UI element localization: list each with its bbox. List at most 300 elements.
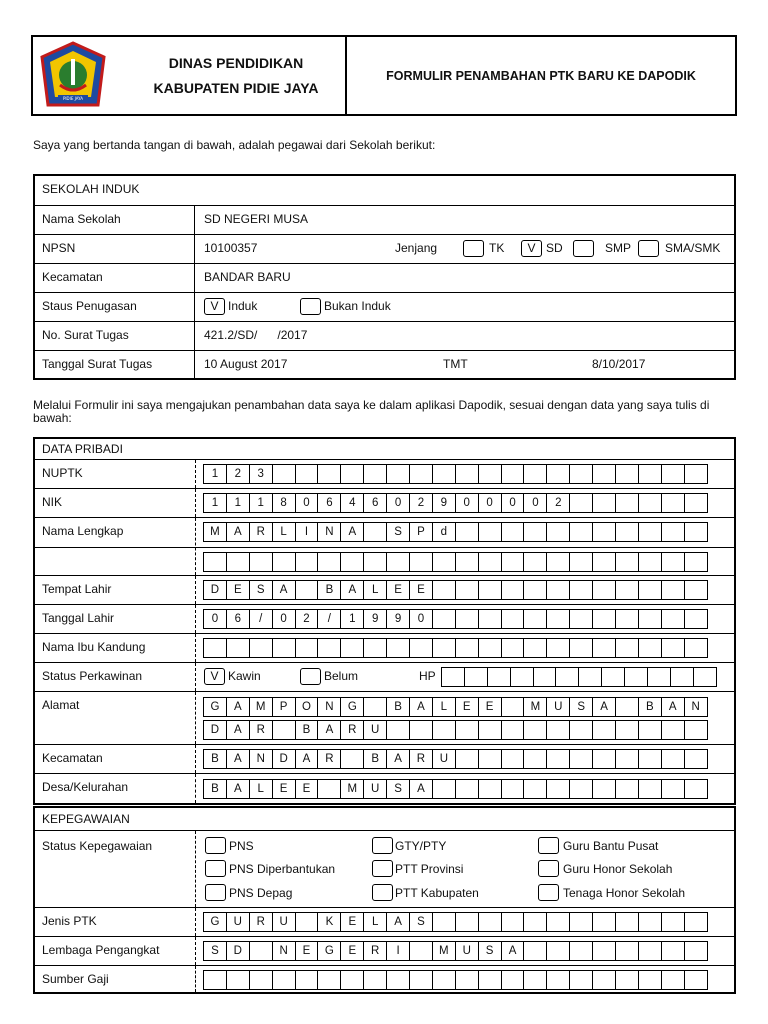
letter-cell[interactable]: A [386, 912, 410, 932]
letter-cell[interactable] [684, 638, 708, 658]
tmt-field[interactable]: 8/10/2017 [592, 357, 646, 371]
letter-cell[interactable] [317, 464, 341, 484]
letter-cell[interactable]: 1 [249, 493, 273, 513]
ptt-prov-checkbox[interactable] [372, 860, 393, 877]
letter-cell[interactable] [501, 697, 525, 717]
letter-cell[interactable]: R [249, 912, 273, 932]
letter-cell[interactable]: 6 [363, 493, 387, 513]
letter-cell[interactable] [555, 667, 579, 687]
induk-checkbox[interactable]: V [204, 298, 225, 315]
letter-cell[interactable] [478, 609, 502, 629]
pns-checkbox[interactable] [205, 837, 226, 854]
letter-cell[interactable] [478, 720, 502, 740]
letter-cell[interactable]: 1 [226, 493, 250, 513]
letter-cell[interactable] [501, 552, 525, 572]
letter-cell[interactable]: S [409, 912, 433, 932]
letter-cell[interactable] [363, 638, 387, 658]
letter-cell[interactable]: A [386, 749, 410, 769]
letter-cell[interactable]: 2 [226, 464, 250, 484]
letter-cell[interactable]: N [317, 522, 341, 542]
letter-cell[interactable] [523, 912, 547, 932]
letter-cell[interactable] [340, 464, 364, 484]
letter-cell[interactable] [615, 522, 639, 542]
letter-cell[interactable] [638, 609, 662, 629]
letter-cell[interactable] [501, 638, 525, 658]
letter-cell[interactable]: B [363, 749, 387, 769]
pns-depag-checkbox[interactable] [205, 884, 226, 901]
letter-cell[interactable] [546, 580, 570, 600]
letter-cell[interactable]: A [317, 720, 341, 740]
letter-cell[interactable] [386, 552, 410, 572]
letter-cell[interactable]: 0 [386, 493, 410, 513]
letter-cell[interactable]: / [249, 609, 273, 629]
letter-cell[interactable]: L [432, 697, 456, 717]
letter-cell[interactable] [317, 779, 341, 799]
letter-cell[interactable]: E [478, 697, 502, 717]
letter-cell[interactable]: A [340, 522, 364, 542]
letter-cell[interactable] [203, 552, 227, 572]
tenaga-honor-checkbox[interactable] [538, 884, 559, 901]
letter-cell[interactable]: B [203, 749, 227, 769]
letter-cell[interactable] [295, 464, 319, 484]
letter-cell[interactable]: I [386, 941, 410, 961]
letter-cell[interactable] [317, 638, 341, 658]
letter-cell[interactable]: R [249, 522, 273, 542]
letter-cell[interactable] [546, 779, 570, 799]
letter-cell[interactable] [432, 779, 456, 799]
letter-cell[interactable] [272, 638, 296, 658]
letter-cell[interactable] [478, 970, 502, 990]
letter-cell[interactable] [523, 749, 547, 769]
letter-cell[interactable]: N [272, 941, 296, 961]
letter-cell[interactable]: G [203, 912, 227, 932]
letter-cell[interactable]: R [363, 941, 387, 961]
letter-cell[interactable] [546, 609, 570, 629]
letter-cell[interactable] [661, 464, 685, 484]
tempat-lahir-grid[interactable] [203, 580, 707, 600]
letter-cell[interactable]: U [432, 749, 456, 769]
tanggal-surat-field[interactable]: 10 August 2017 [204, 357, 288, 371]
letter-cell[interactable] [638, 522, 662, 542]
letter-cell[interactable]: 0 [203, 609, 227, 629]
letter-cell[interactable]: S [569, 697, 593, 717]
letter-cell[interactable] [510, 667, 534, 687]
ptt-kab-checkbox[interactable] [372, 884, 393, 901]
letter-cell[interactable]: 0 [478, 493, 502, 513]
letter-cell[interactable] [684, 970, 708, 990]
letter-cell[interactable] [615, 552, 639, 572]
letter-cell[interactable] [684, 779, 708, 799]
letter-cell[interactable] [272, 464, 296, 484]
alamat-grid-2[interactable] [203, 720, 707, 740]
lembaga-grid[interactable] [203, 941, 707, 961]
letter-cell[interactable]: 4 [340, 493, 364, 513]
letter-cell[interactable] [638, 720, 662, 740]
letter-cell[interactable] [363, 970, 387, 990]
letter-cell[interactable] [615, 779, 639, 799]
letter-cell[interactable]: O [295, 697, 319, 717]
letter-cell[interactable] [409, 970, 433, 990]
letter-cell[interactable] [501, 912, 525, 932]
letter-cell[interactable] [432, 720, 456, 740]
letter-cell[interactable] [546, 552, 570, 572]
letter-cell[interactable] [523, 638, 547, 658]
letter-cell[interactable] [226, 638, 250, 658]
letter-cell[interactable] [249, 552, 273, 572]
nik-grid[interactable] [203, 493, 707, 513]
letter-cell[interactable]: / [317, 609, 341, 629]
letter-cell[interactable]: A [661, 697, 685, 717]
letter-cell[interactable]: U [455, 941, 479, 961]
letter-cell[interactable]: M [523, 697, 547, 717]
letter-cell[interactable] [578, 667, 602, 687]
letter-cell[interactable] [432, 552, 456, 572]
letter-cell[interactable]: L [363, 912, 387, 932]
letter-cell[interactable] [455, 609, 479, 629]
letter-cell[interactable] [569, 779, 593, 799]
letter-cell[interactable]: P [409, 522, 433, 542]
letter-cell[interactable] [249, 638, 273, 658]
letter-cell[interactable]: E [340, 912, 364, 932]
letter-cell[interactable] [569, 970, 593, 990]
gty-checkbox[interactable] [372, 837, 393, 854]
letter-cell[interactable]: I [295, 522, 319, 542]
letter-cell[interactable] [317, 552, 341, 572]
letter-cell[interactable]: A [409, 779, 433, 799]
letter-cell[interactable] [684, 749, 708, 769]
letter-cell[interactable] [615, 941, 639, 961]
letter-cell[interactable] [624, 667, 648, 687]
letter-cell[interactable] [487, 667, 511, 687]
letter-cell[interactable] [592, 720, 616, 740]
letter-cell[interactable] [523, 580, 547, 600]
letter-cell[interactable]: A [226, 522, 250, 542]
letter-cell[interactable]: U [226, 912, 250, 932]
letter-cell[interactable] [661, 522, 685, 542]
guru-bantu-checkbox[interactable] [538, 837, 559, 854]
letter-cell[interactable] [363, 464, 387, 484]
letter-cell[interactable] [501, 779, 525, 799]
letter-cell[interactable]: 9 [386, 609, 410, 629]
letter-cell[interactable]: 9 [363, 609, 387, 629]
letter-cell[interactable]: 0 [272, 609, 296, 629]
letter-cell[interactable]: 1 [340, 609, 364, 629]
letter-cell[interactable]: 2 [409, 493, 433, 513]
letter-cell[interactable] [295, 580, 319, 600]
letter-cell[interactable] [546, 941, 570, 961]
letter-cell[interactable]: N [317, 697, 341, 717]
letter-cell[interactable]: P [272, 697, 296, 717]
letter-cell[interactable]: A [272, 580, 296, 600]
letter-cell[interactable]: B [203, 779, 227, 799]
jenjang-tk-checkbox[interactable] [463, 240, 484, 257]
letter-cell[interactable] [546, 638, 570, 658]
letter-cell[interactable] [478, 522, 502, 542]
letter-cell[interactable] [249, 941, 273, 961]
letter-cell[interactable] [615, 912, 639, 932]
letter-cell[interactable] [647, 667, 671, 687]
letter-cell[interactable] [569, 522, 593, 542]
tanggal-lahir-grid[interactable] [203, 609, 707, 629]
letter-cell[interactable] [455, 970, 479, 990]
letter-cell[interactable] [386, 970, 410, 990]
nama-grid[interactable] [203, 522, 707, 542]
letter-cell[interactable] [661, 493, 685, 513]
letter-cell[interactable] [638, 749, 662, 769]
letter-cell[interactable] [272, 970, 296, 990]
letter-cell[interactable]: E [386, 580, 410, 600]
letter-cell[interactable] [409, 552, 433, 572]
letter-cell[interactable]: M [249, 697, 273, 717]
letter-cell[interactable] [455, 552, 479, 572]
letter-cell[interactable]: 3 [249, 464, 273, 484]
letter-cell[interactable]: E [340, 941, 364, 961]
letter-cell[interactable] [569, 749, 593, 769]
letter-cell[interactable] [693, 667, 717, 687]
letter-cell[interactable] [569, 941, 593, 961]
letter-cell[interactable]: E [295, 941, 319, 961]
letter-cell[interactable] [592, 749, 616, 769]
letter-cell[interactable] [569, 493, 593, 513]
letter-cell[interactable] [409, 720, 433, 740]
letter-cell[interactable]: M [340, 779, 364, 799]
letter-cell[interactable] [455, 638, 479, 658]
letter-cell[interactable] [409, 638, 433, 658]
letter-cell[interactable] [615, 697, 639, 717]
letter-cell[interactable] [615, 464, 639, 484]
letter-cell[interactable] [592, 970, 616, 990]
letter-cell[interactable] [340, 970, 364, 990]
letter-cell[interactable]: K [317, 912, 341, 932]
letter-cell[interactable] [386, 464, 410, 484]
letter-cell[interactable] [523, 720, 547, 740]
letter-cell[interactable]: G [203, 697, 227, 717]
letter-cell[interactable] [523, 552, 547, 572]
letter-cell[interactable]: N [249, 749, 273, 769]
letter-cell[interactable] [295, 552, 319, 572]
letter-cell[interactable] [523, 522, 547, 542]
letter-cell[interactable]: U [272, 912, 296, 932]
letter-cell[interactable]: S [249, 580, 273, 600]
letter-cell[interactable] [501, 720, 525, 740]
letter-cell[interactable]: A [226, 697, 250, 717]
letter-cell[interactable]: D [203, 720, 227, 740]
letter-cell[interactable] [661, 609, 685, 629]
letter-cell[interactable]: 6 [317, 493, 341, 513]
letter-cell[interactable] [638, 638, 662, 658]
letter-cell[interactable] [684, 522, 708, 542]
letter-cell[interactable] [615, 720, 639, 740]
hp-grid[interactable] [441, 667, 716, 687]
letter-cell[interactable] [592, 552, 616, 572]
letter-cell[interactable] [661, 970, 685, 990]
letter-cell[interactable]: d [432, 522, 456, 542]
letter-cell[interactable] [523, 941, 547, 961]
letter-cell[interactable]: B [386, 697, 410, 717]
letter-cell[interactable] [638, 970, 662, 990]
letter-cell[interactable]: D [272, 749, 296, 769]
bukan-induk-checkbox[interactable] [300, 298, 321, 315]
letter-cell[interactable]: 0 [523, 493, 547, 513]
letter-cell[interactable] [340, 552, 364, 572]
letter-cell[interactable] [592, 941, 616, 961]
letter-cell[interactable]: A [340, 580, 364, 600]
letter-cell[interactable]: R [249, 720, 273, 740]
letter-cell[interactable] [501, 970, 525, 990]
letter-cell[interactable] [501, 580, 525, 600]
letter-cell[interactable]: A [501, 941, 525, 961]
letter-cell[interactable]: M [203, 522, 227, 542]
letter-cell[interactable] [638, 493, 662, 513]
letter-cell[interactable] [546, 970, 570, 990]
letter-cell[interactable]: 2 [295, 609, 319, 629]
letter-cell[interactable] [455, 779, 479, 799]
letter-cell[interactable] [592, 638, 616, 658]
jenjang-smp-checkbox[interactable] [573, 240, 594, 257]
letter-cell[interactable] [363, 697, 387, 717]
letter-cell[interactable]: A [226, 720, 250, 740]
letter-cell[interactable] [661, 912, 685, 932]
letter-cell[interactable] [592, 493, 616, 513]
letter-cell[interactable] [340, 638, 364, 658]
letter-cell[interactable]: G [317, 941, 341, 961]
letter-cell[interactable]: 1 [203, 493, 227, 513]
letter-cell[interactable] [615, 493, 639, 513]
letter-cell[interactable] [523, 970, 547, 990]
letter-cell[interactable] [226, 970, 250, 990]
letter-cell[interactable]: E [409, 580, 433, 600]
letter-cell[interactable] [592, 912, 616, 932]
letter-cell[interactable] [569, 720, 593, 740]
letter-cell[interactable] [546, 720, 570, 740]
letter-cell[interactable] [661, 941, 685, 961]
letter-cell[interactable] [478, 552, 502, 572]
letter-cell[interactable] [523, 609, 547, 629]
letter-cell[interactable] [523, 464, 547, 484]
letter-cell[interactable]: A [226, 749, 250, 769]
letter-cell[interactable]: S [478, 941, 502, 961]
letter-cell[interactable] [684, 464, 708, 484]
letter-cell[interactable] [455, 464, 479, 484]
letter-cell[interactable]: L [363, 580, 387, 600]
letter-cell[interactable]: 2 [546, 493, 570, 513]
letter-cell[interactable] [272, 720, 296, 740]
letter-cell[interactable] [501, 464, 525, 484]
letter-cell[interactable]: A [592, 697, 616, 717]
letter-cell[interactable] [295, 970, 319, 990]
letter-cell[interactable] [501, 609, 525, 629]
letter-cell[interactable] [432, 464, 456, 484]
letter-cell[interactable] [203, 970, 227, 990]
letter-cell[interactable] [661, 552, 685, 572]
letter-cell[interactable] [478, 912, 502, 932]
letter-cell[interactable] [363, 522, 387, 542]
letter-cell[interactable] [661, 779, 685, 799]
letter-cell[interactable] [363, 552, 387, 572]
letter-cell[interactable]: S [386, 522, 410, 542]
letter-cell[interactable] [615, 638, 639, 658]
letter-cell[interactable] [661, 580, 685, 600]
letter-cell[interactable] [615, 970, 639, 990]
letter-cell[interactable] [409, 464, 433, 484]
letter-cell[interactable]: 0 [409, 609, 433, 629]
letter-cell[interactable] [432, 912, 456, 932]
letter-cell[interactable] [501, 749, 525, 769]
letter-cell[interactable] [638, 941, 662, 961]
letter-cell[interactable]: 0 [501, 493, 525, 513]
letter-cell[interactable] [684, 552, 708, 572]
letter-cell[interactable] [546, 522, 570, 542]
letter-cell[interactable] [432, 580, 456, 600]
letter-cell[interactable]: D [226, 941, 250, 961]
letter-cell[interactable] [615, 609, 639, 629]
letter-cell[interactable] [638, 464, 662, 484]
letter-cell[interactable] [592, 580, 616, 600]
letter-cell[interactable] [546, 912, 570, 932]
jenjang-sma-checkbox[interactable] [638, 240, 659, 257]
letter-cell[interactable] [569, 912, 593, 932]
letter-cell[interactable]: E [272, 779, 296, 799]
letter-cell[interactable]: 1 [203, 464, 227, 484]
letter-cell[interactable] [569, 638, 593, 658]
letter-cell[interactable]: R [340, 720, 364, 740]
letter-cell[interactable] [615, 580, 639, 600]
letter-cell[interactable]: B [638, 697, 662, 717]
letter-cell[interactable] [272, 552, 296, 572]
nama-grid-2[interactable] [203, 552, 707, 572]
letter-cell[interactable] [533, 667, 557, 687]
letter-cell[interactable] [638, 552, 662, 572]
letter-cell[interactable] [601, 667, 625, 687]
letter-cell[interactable] [478, 580, 502, 600]
letter-cell[interactable] [478, 749, 502, 769]
letter-cell[interactable]: B [295, 720, 319, 740]
letter-cell[interactable] [638, 912, 662, 932]
letter-cell[interactable]: E [455, 697, 479, 717]
letter-cell[interactable] [441, 667, 465, 687]
letter-cell[interactable] [317, 970, 341, 990]
letter-cell[interactable]: U [363, 720, 387, 740]
letter-cell[interactable]: S [386, 779, 410, 799]
jenjang-sd-checkbox[interactable]: V [521, 240, 542, 257]
letter-cell[interactable] [569, 464, 593, 484]
letter-cell[interactable] [661, 749, 685, 769]
letter-cell[interactable] [478, 638, 502, 658]
jenis-ptk-grid[interactable] [203, 912, 707, 932]
letter-cell[interactable] [670, 667, 694, 687]
pns-dpk-checkbox[interactable] [205, 860, 226, 877]
belum-checkbox[interactable] [300, 668, 321, 685]
letter-cell[interactable] [455, 580, 479, 600]
letter-cell[interactable] [432, 970, 456, 990]
letter-cell[interactable] [569, 609, 593, 629]
letter-cell[interactable] [386, 720, 410, 740]
letter-cell[interactable] [638, 580, 662, 600]
letter-cell[interactable] [501, 522, 525, 542]
letter-cell[interactable] [455, 720, 479, 740]
letter-cell[interactable] [432, 638, 456, 658]
letter-cell[interactable] [661, 638, 685, 658]
letter-cell[interactable] [684, 912, 708, 932]
letter-cell[interactable] [455, 912, 479, 932]
letter-cell[interactable]: A [409, 697, 433, 717]
letter-cell[interactable]: 9 [432, 493, 456, 513]
letter-cell[interactable]: 0 [455, 493, 479, 513]
letter-cell[interactable]: E [226, 580, 250, 600]
letter-cell[interactable] [638, 779, 662, 799]
letter-cell[interactable] [226, 552, 250, 572]
letter-cell[interactable]: B [317, 580, 341, 600]
